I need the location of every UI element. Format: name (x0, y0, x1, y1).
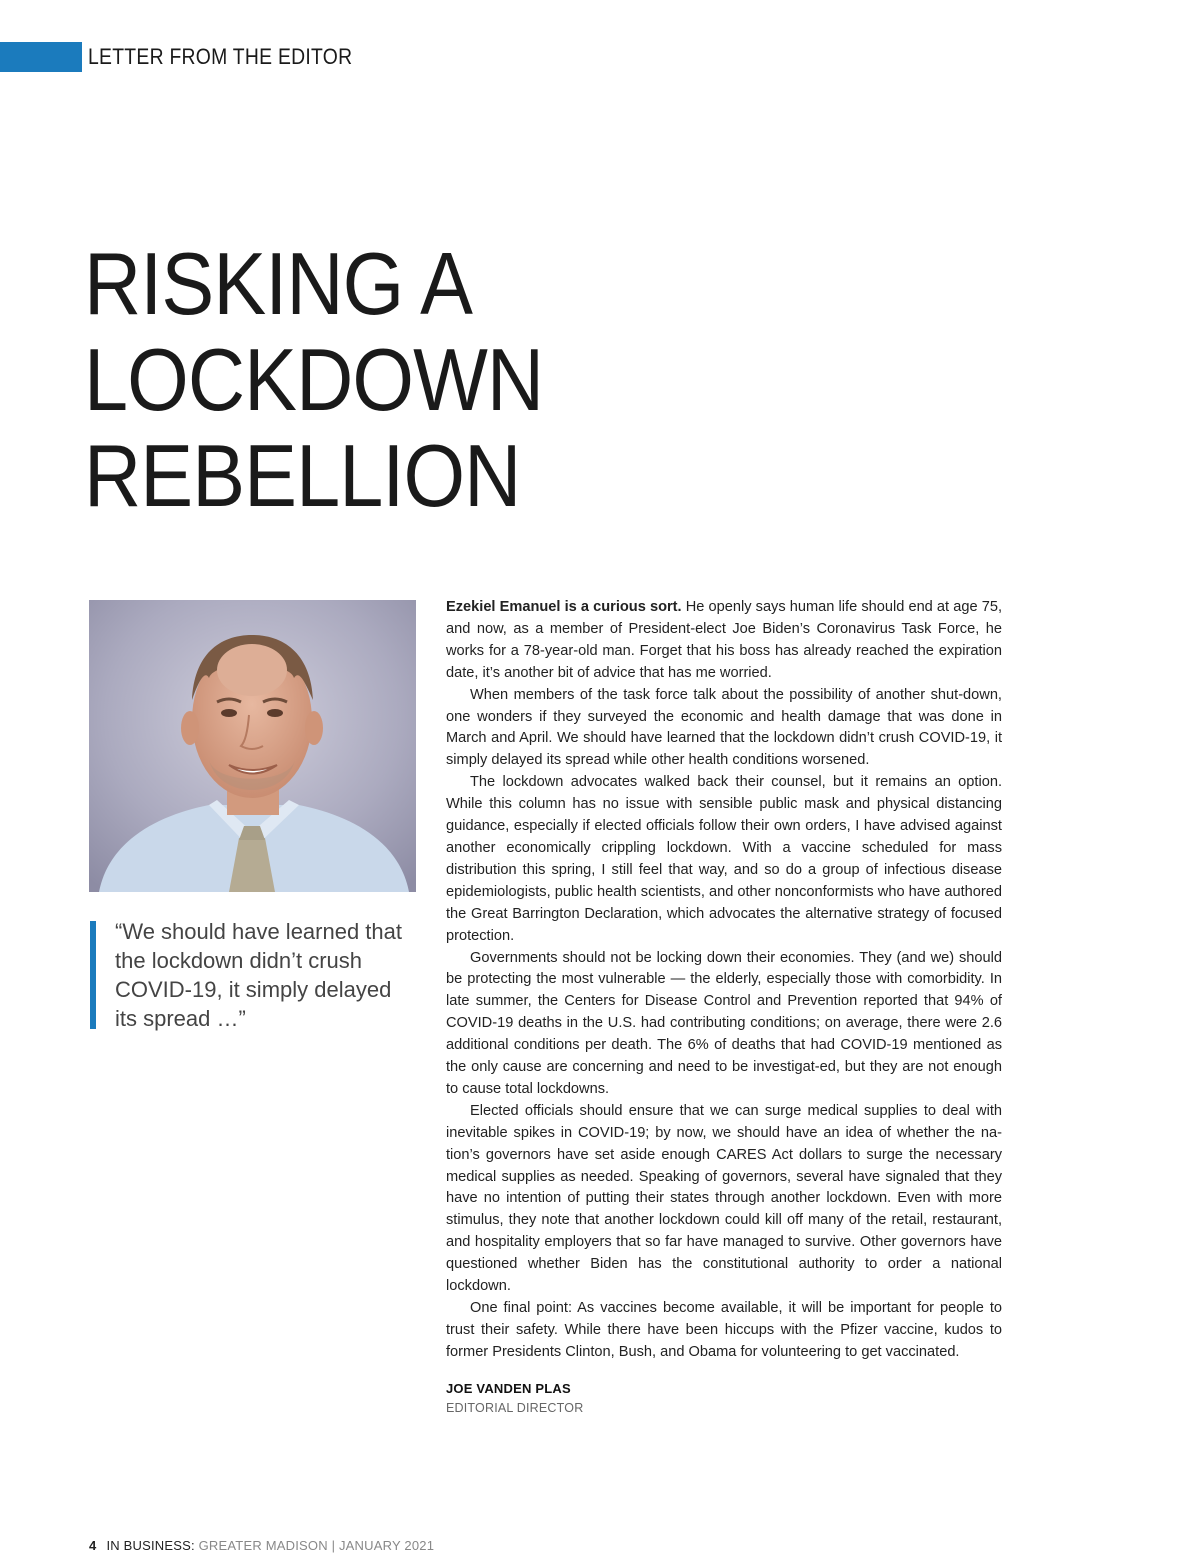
author-portrait-illustration (89, 600, 416, 892)
article-paragraph: The lockdown advocates walked back their counsel, but it remains an option. While this column has no issue with sensible public mask and physical distancing guidance, especially if elected officials follow their own orders, I have advised against another economically crippling lockdown. With a vaccine scheduled for mass distribution this spring, I still feel that way, and so do a group of infectious disease epidemiologists, public health scientists, and other nonconformists who have authored the Great Barrington Declaration, which advocates the alternative strategy of focused protection. (446, 774, 1002, 944)
article-lead: Ezekiel Emanuel is a curious sort. (446, 599, 682, 615)
page-number: 4 (89, 1538, 97, 1553)
article-paragraph: One final point: As vaccines become available, it will be important for people to trust their safety. While there have been hiccups with the Pfizer vaccine, kudos to former Presidents Clinton, Bush, and Obama for volunteering to get vaccinated. (446, 1300, 1002, 1360)
headline-line: REBELLION (84, 426, 521, 525)
article-paragraph-text: He openly says human life should end at age 75, and now, as a member of President-elect Joe Biden’s Coronavirus Task Force, he works for a 78-year-old man. Forget that his boss has already reached the expiration date, it’s another bit of advice that has me worried. (446, 599, 1002, 681)
author-title: EDITORIAL DIRECTOR (446, 1401, 584, 1415)
pullquote-accent-rule (90, 921, 96, 1029)
article-paragraph: When members of the task force talk about the possibility of another shut-down, one wonders if they surveyed the economic and health damage that was done in March and April. We should have learned that the lockdown didn’t crush COVID-19, it simply delayed its spread while other health conditions worsened. (446, 686, 1002, 769)
headline-line: RISKING A (84, 234, 473, 333)
headline (84, 236, 543, 524)
headline-line: LOCKDOWN (84, 330, 544, 429)
edition-date: GREATER MADISON | JANUARY 2021 (194, 1538, 435, 1553)
page-footer (89, 1538, 434, 1553)
section-accent-bar (0, 42, 82, 72)
publication-name: IN BUSINESS: (106, 1538, 195, 1553)
section-label: LETTER FROM THE EDITOR (88, 44, 353, 69)
article-paragraph (446, 597, 1002, 685)
author-portrait (89, 600, 416, 892)
article-body (446, 597, 1002, 1364)
article-paragraph: Governments should not be locking down their economies. They (and we) should be protecting the most vulnerable — the elderly, especially those with comorbidity. In late summer, the Centers for Disease Control and Prevention reported that 94% of COVID-19 deaths in the U.S. had contributing conditions; on average, there were 2.6 additional conditions per death. The 6% of deaths that had COVID-19 mentioned as the only cause are concerning and need to be investigat-ed, but they are not enough to cause total lockdowns. (446, 949, 1002, 1097)
author-name: JOE VANDEN PLAS (446, 1381, 571, 1396)
article-paragraph: Elected officials should ensure that we can surge medical supplies to deal with inevitable spikes in COVID-19; by now, we should have an idea of whether the na-tion’s governors have set aside enough CARES Act dollars to surge the necessary medical supplies as needed. Speaking of governors, several have signaled that they have no intention of putting their states through another lockdown. Even with more stimulus, they note that another lockdown could kill off many of the retail, restaurant, and hospitality employers that so far have managed to survive. Other governors have questioned whether Biden has the constitutional authority to order a national lockdown. (446, 1102, 1002, 1295)
pullquote: “We should have learned that the lockdown didn’t crush COVID-19, it simply delayed its spread …” (115, 919, 402, 1031)
